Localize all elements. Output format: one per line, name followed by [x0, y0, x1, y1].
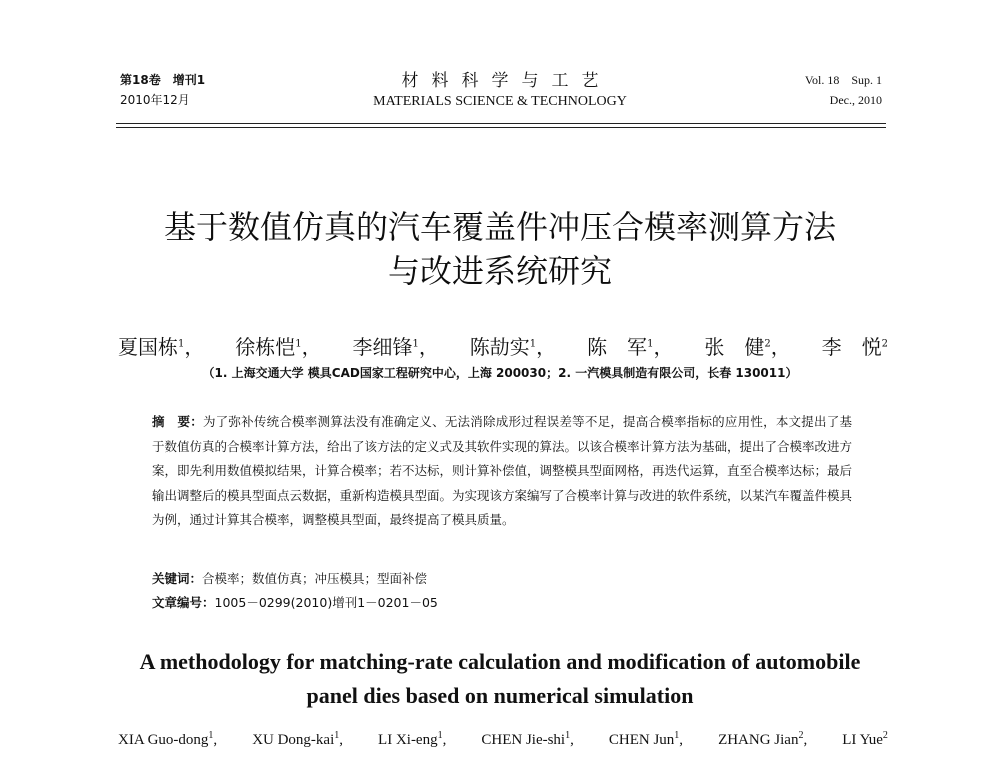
keywords-text: 合模率；数值仿真；冲压模具；型面补偿 — [202, 571, 428, 586]
abstract-text: 为了弥补传统合模率测算法没有准确定义、无法消除成形过程误差等不足，提高合模率指标的应用性，本文提出了基于数值仿真的合模率计算方法，给出了该方法的定义式及其软件实现的算法。以该合模率计算方法为基础，提出了合模率改进方案，即先利用数值模拟结果，计算合模率；若不达标，则计算补偿值，调整模具型面网格，再迭代运算，直至合模率达标；最后输出调整后的模具型面点云数据，重新构造模具型面。为实现该方案编写了合模率计算与改进的软件系统，以某汽车覆盖件模具为例，通过计算其合模率，调整模具型面，最终提高了模具质量。 — [152, 414, 853, 527]
keywords — [152, 569, 427, 587]
author-en: CHEN Jie-shi$^1$, — [481, 730, 574, 748]
paper-title-en — [0, 645, 1000, 713]
title-en-line1: A methodology for matching-rate calculation and modification of automobile — [139, 649, 861, 674]
author-en: CHEN Jun$^1$, — [608, 730, 684, 748]
journal-name-en: MATERIALS SCIENCE & TECHNOLOGY — [373, 94, 627, 109]
article-number-label: 文章编号： — [152, 595, 215, 610]
article-number — [152, 593, 438, 611]
author-en: LI Yue$^2$ — [842, 730, 888, 748]
paper-title-cn — [0, 205, 1000, 293]
date-cn: 2010年12月 — [120, 93, 190, 107]
article-number-text: 1005－0299(2010)增刊1－0201－05 — [214, 595, 438, 610]
affiliation: （1. 上海交通大学 模具CAD国家工程研究中心，上海 200030；2. 一汽模具制造有限公司，长春 130011） — [202, 366, 798, 380]
journal-name-cn: 材料科学与工艺 — [401, 71, 612, 91]
title-cn-line2: 与改进系统研究 — [387, 252, 612, 290]
title-en-line2: panel dies based on numerical simulation — [306, 683, 694, 708]
header-right — [805, 70, 882, 110]
author-cn: 李 悦$^2$ — [821, 335, 888, 359]
header-rule-thin — [116, 127, 886, 128]
volume-en: Vol. 18 Sup. 1 — [804, 73, 882, 87]
volume-cn: 第18卷 增刊1 — [120, 73, 206, 87]
author-en: LI Xi-eng$^1$, — [378, 730, 447, 748]
author-cn: 夏国栋$^1$， — [118, 335, 205, 359]
author-en: XIA Guo-dong$^1$, — [118, 730, 218, 748]
author-en: XU Dong-kai$^1$, — [252, 730, 344, 748]
author-cn: 李细锋$^1$， — [352, 335, 439, 359]
author-cn: 陈 军$^1$， — [587, 335, 674, 359]
authors-en — [118, 730, 888, 749]
keywords-label: 关键词： — [152, 571, 203, 586]
author-cn: 陈劼实$^1$， — [469, 335, 557, 359]
author-en: ZHANG Jian$^2$, — [718, 730, 808, 748]
title-cn-line1: 基于数值仿真的汽车覆盖件冲压合模率测算方法 — [163, 208, 836, 246]
abstract-cn — [152, 410, 852, 533]
date-en: Dec., 2010 — [829, 93, 882, 107]
author-cn: 徐栋恺$^1$， — [235, 335, 322, 359]
authors-cn — [118, 331, 888, 360]
header-rule-thick — [116, 123, 886, 124]
author-cn: 张 健$^2$， — [704, 335, 791, 359]
abstract-label: 摘 要： — [152, 414, 203, 429]
